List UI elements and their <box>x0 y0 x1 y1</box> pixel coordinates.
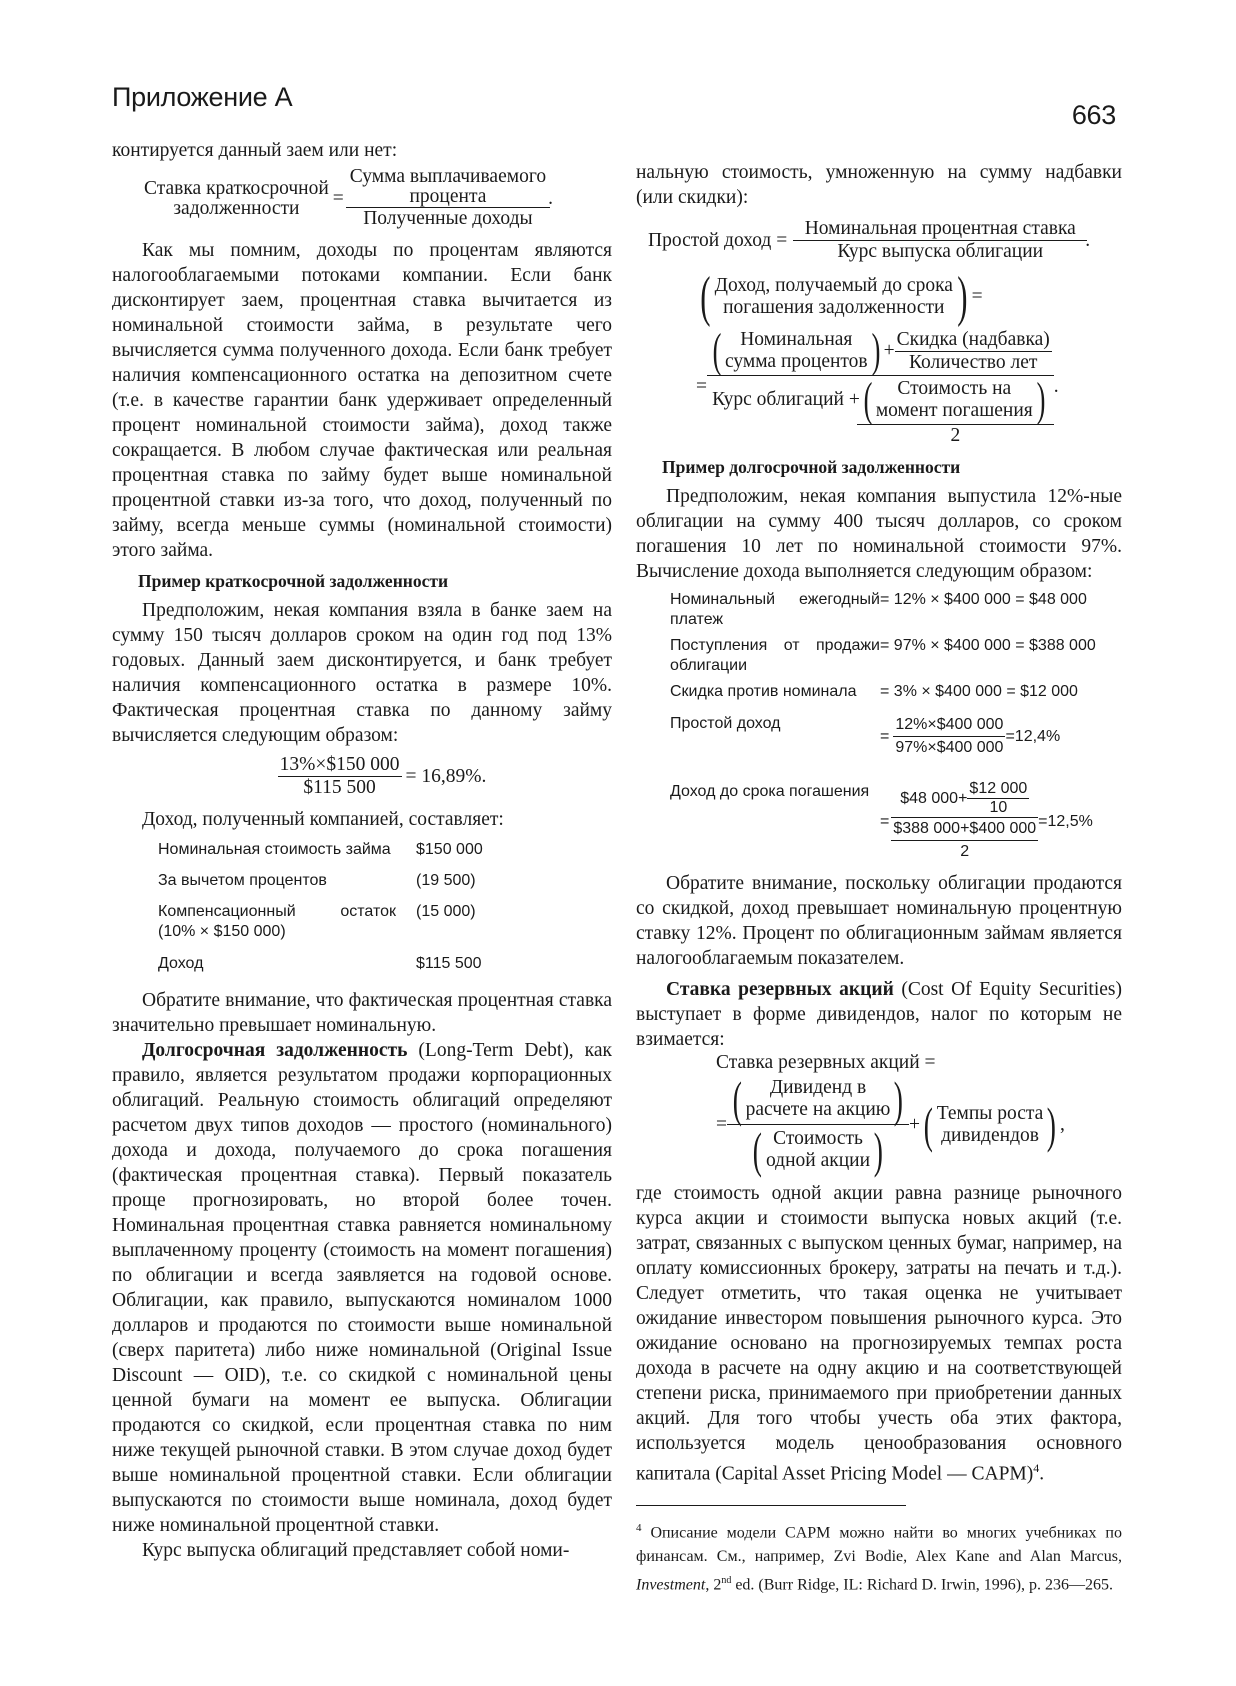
intro-text: контируется данный заем или нет: <box>112 140 398 161</box>
bond-calc-table <box>670 590 1096 863</box>
eq-calc-numerator: 13%×$150 000 <box>279 754 400 775</box>
ytm-calc-b-num: $12 000 <box>969 780 1028 797</box>
paragraph-long-term: Долгосрочная задолженность (Long-Term Debt), как правило, является результатом продажи корпорационных облигаций. Реальную стоимость облигаций определяют расчетом двух типов доходов — простого (номинального) дохода и дохода, получаемого до срока погашения (фактическая процентная ставка). Первый показатель проще прогнозировать, но второй более точен. Номинальная процентная ставка равняется номинальному выплаченному проценту (стоимость на момент погашения) по облигации и всегда заявляется на годовой основе. Облигации, как правило, выпускаются номиналом 1000 долларов и продаются по стоимости выше номинальной (сверх паритета) либо ниже номинальной (Original Issue Discount — OID), т.е. со скидкой с номинальной цены ценной бумаги на момент ее выпуска. Облигации продаются со скидкой, если процентная ставка по ним ниже текущей рыночной ставки. В этом случае доход будет выше номинальной процентной ставки. Если облигации выпускаются по стоимости выше номинала, доход будет ниже номинальной процентной ставки. <box>112 1040 612 1536</box>
ytm-d1: Стоимость на <box>897 378 1012 399</box>
ytm-two: 2 <box>857 424 1054 447</box>
equation-simple-yield: Простой доход = $\frac{\text{Номинальная процентная ставка}}{\text{Курс выпуска облигации}}$ . <box>648 218 1091 262</box>
ytm-d2: момент погашения <box>875 400 1033 421</box>
ytm-c: Курс облигаций + <box>712 389 860 410</box>
equation-short-rate: Ставка краткосрочной задолженности = Сумма выплачиваемого процента Полученные доходы . <box>144 166 553 229</box>
ytm-lhs-line2: погашения задолженности <box>723 297 945 318</box>
footnote-title: Investment <box>636 1576 706 1594</box>
ytm-calc-c: $388 000+$400 000 <box>891 818 1038 841</box>
paragraph-continuation: нальную стоимость, умноженную на сумму надбавки (или скидки): <box>636 162 1122 208</box>
page-number: 663 <box>1071 100 1116 130</box>
equity-a2: расчете на акцию <box>745 1099 891 1120</box>
ytm-a1: Номинальная <box>740 329 853 350</box>
ytm-calc-two: 2 <box>960 843 970 860</box>
eq-lhs-line1: Ставка краткосрочной <box>144 177 329 199</box>
ytm-calc-result: =12,5% <box>1038 812 1093 830</box>
equation-effective-rate <box>152 754 612 799</box>
ytm-calc-b-den: 10 <box>989 799 1008 816</box>
ytm-b-den: Количество лет <box>908 351 1038 373</box>
simple-den: 97%×$400 000 <box>895 739 1004 756</box>
footnote-ref[interactable]: 4 <box>1033 1461 1040 1475</box>
left-column <box>112 138 612 1563</box>
table-row: Доход $115 500 <box>158 955 482 972</box>
paragraph-bond-note: Обратите внимание, поскольку облигации продаются со скидкой, доход превышает номинальную процентную ставку 12%. Процент по облигационным займам является налогооблагаемым показателем. <box>636 873 1122 969</box>
equity-a1: Дивиденд в <box>769 1077 867 1098</box>
eq-simple-den: Курс выпуска облигации <box>837 241 1044 262</box>
footnote-rule <box>636 1505 906 1506</box>
equity-b1: Стоимость <box>773 1128 863 1149</box>
heading-short-term-example: Пример краткосрочной задолженности <box>138 571 449 591</box>
eq-calc-denominator: $115 500 <box>303 777 376 798</box>
footnote: $^4$ Описание модели CAPM можно найти во многих учебниках по финансам. См., например, Zvi Bodie, Alex Kane and Alan Marcus, Investment, 2nd ed. (Burr Ridge, IL: Richard D. Irwin, 1996), p. 236—265. <box>636 1521 1122 1594</box>
term-equity: Ставка резервных акций <box>666 979 894 1000</box>
paragraph-income: Доход, полученный компанией, составляет: <box>142 809 504 830</box>
table-row: Номинальная стоимость займа $150 000 <box>158 841 483 858</box>
equity-b2: одной акции <box>765 1150 871 1171</box>
table-row: Компенсационный остаток (10% × $150 000) (15 000) <box>158 903 476 940</box>
eq-simple-lhs: Простой доход = <box>648 230 788 251</box>
equity-c2: дивидендов <box>941 1124 1039 1146</box>
eq-num-line1: Сумма выплачиваемого <box>349 166 547 187</box>
table-row: Поступления от продажи облигации = 97% × $400 000 = $388 000 <box>670 637 1096 674</box>
eq-simple-num: Номинальная процентная ставка <box>793 218 1087 241</box>
heading-long-term-example: Пример долгосрочной задолженности <box>662 457 961 477</box>
ytm-calc-a: $48 000+ <box>900 789 968 807</box>
table-row: Простой доход = $\frac{12\%\times\$400 000}{97\%\times\$400 000}$ =12,4% <box>670 714 1096 774</box>
ytm-a2: сумма процентов <box>724 351 868 372</box>
equity-lhs: Ставка резервных акций = <box>716 1052 936 1073</box>
footnote-number: 4 <box>636 1521 642 1534</box>
eq-calc-result: = 16,89%. <box>405 766 487 787</box>
table-row: Номинальный ежегодный платеж = 12% × $400 000 = $48 000 <box>670 591 1087 628</box>
equation-yield-to-maturity: ( Доход, получаемый до срока погашения задолженности ) = = ( Номинальная сумма процентов ) + $\frac{\text{Скидка (надбавка)}}{\text{Количество лет}}$ Курс облигаций + ( Стоимость на момент погашения ) 2 . <box>696 266 1059 446</box>
equity-c1: Темпы роста <box>936 1102 1044 1124</box>
paragraph-equity: Ставка резервных акций (Cost Of Equity Securities) выступает в форме дивидендов, налог по которым не взимается: <box>636 979 1123 1050</box>
paragraph-short-example: Предположим, некая компания взяла в банке заем на сумму 150 тысяч долларов сроком на один год под 13% годовых. Данный заем дисконтируется, и банк требует наличия компенсационного остатка в размере 10%. Фактическая процентная ставка по данному займу вычисляется следующим образом: <box>112 600 612 746</box>
eq-denominator: Полученные доходы <box>363 208 533 229</box>
paragraph-note: Обратите внимание, что фактическая процентная ставка значительно превышает номинальную. <box>112 990 612 1036</box>
eq-lhs-line2: задолженности <box>173 197 300 219</box>
running-header: Приложение А <box>112 82 293 112</box>
income-table <box>158 840 483 978</box>
paragraph-equity-explanation: где стоимость одной акции равна разнице рыночного курса акции и стоимости выпуска новых акций (т.е. затрат, связанных с выпуском ценных бумаг, например, на оплату комиссионных брокеру, затраты на печать и т.д.). Следует отметить, что такая оценка не учитывает ожидание инвестором повышения рыночного курса. Это ожидание основано на прогнозируемых темпах роста дохода в расчете на одну акцию и на соответствующей степени риска, принимаемого при приобретении данных акций. Для того чтобы учесть оба этих фактора, используется модель ценообразования основного капитала (Capital Asset Pricing Model — CAPM)$^4$. <box>636 1183 1122 1485</box>
equation-equity: Ставка резервных акций = = ( Дивиденд в расчете на акцию ) ( Стоимость одной акции ) + ( Темпы роста дивидендов ) , <box>636 1052 1122 1175</box>
term-long-term-debt: Долгосрочная задолженность <box>142 1040 408 1061</box>
right-column <box>636 160 1122 1597</box>
table-row: Скидка против номинала = 3% × $400 000 = $12 000 <box>670 683 1078 700</box>
simple-num: 12%×$400 000 <box>893 714 1005 737</box>
table-row: За вычетом процентов (19 500) <box>158 872 476 889</box>
ytm-b-num: Скидка (надбавка) <box>896 328 1050 350</box>
table-row: Доход до срока погашения = $48 000+ $\frac{\$12 000}{10}$ $388 000+$400 000 2 =12,5% <box>670 774 1096 863</box>
paragraph-bond-price: Курс выпуска облигаций представляет собой номи- <box>142 1540 570 1561</box>
simple-result: =12,4% <box>1005 727 1061 745</box>
eq-num-line2: процента <box>409 186 487 207</box>
paragraph-long-example: Предположим, некая компания выпустила 12%-ные облигации на сумму 400 тысяч долларов, со сроком погашения 10 лет по номинальной стоимости 97%. Вычисление дохода выполняется следующим образом: <box>636 486 1122 582</box>
paragraph-interest: Как мы помним, доходы по процентам являются налогооблагаемыми потоками компании. Если банк дисконтирует заем, процентная ставка вычитается из номинальной стоимости займа, в результате чего вычисляется сумма полученного дохода. Если банк требует наличия компенсационного остатка на депозитном счете (т.е. в качестве гарантии банк удерживает определенный процент номинальной стоимости займа), доход также сокращается. В любом случае фактическая или реальная процентная ставка по займу будет выше номинальной процентной ставки из-за того, что доход, полученный по займу, всегда меньше суммы (номинальной стоимости) этого займа. <box>112 240 612 561</box>
ytm-lhs-line1: Доход, получаемый до срока <box>714 275 953 296</box>
